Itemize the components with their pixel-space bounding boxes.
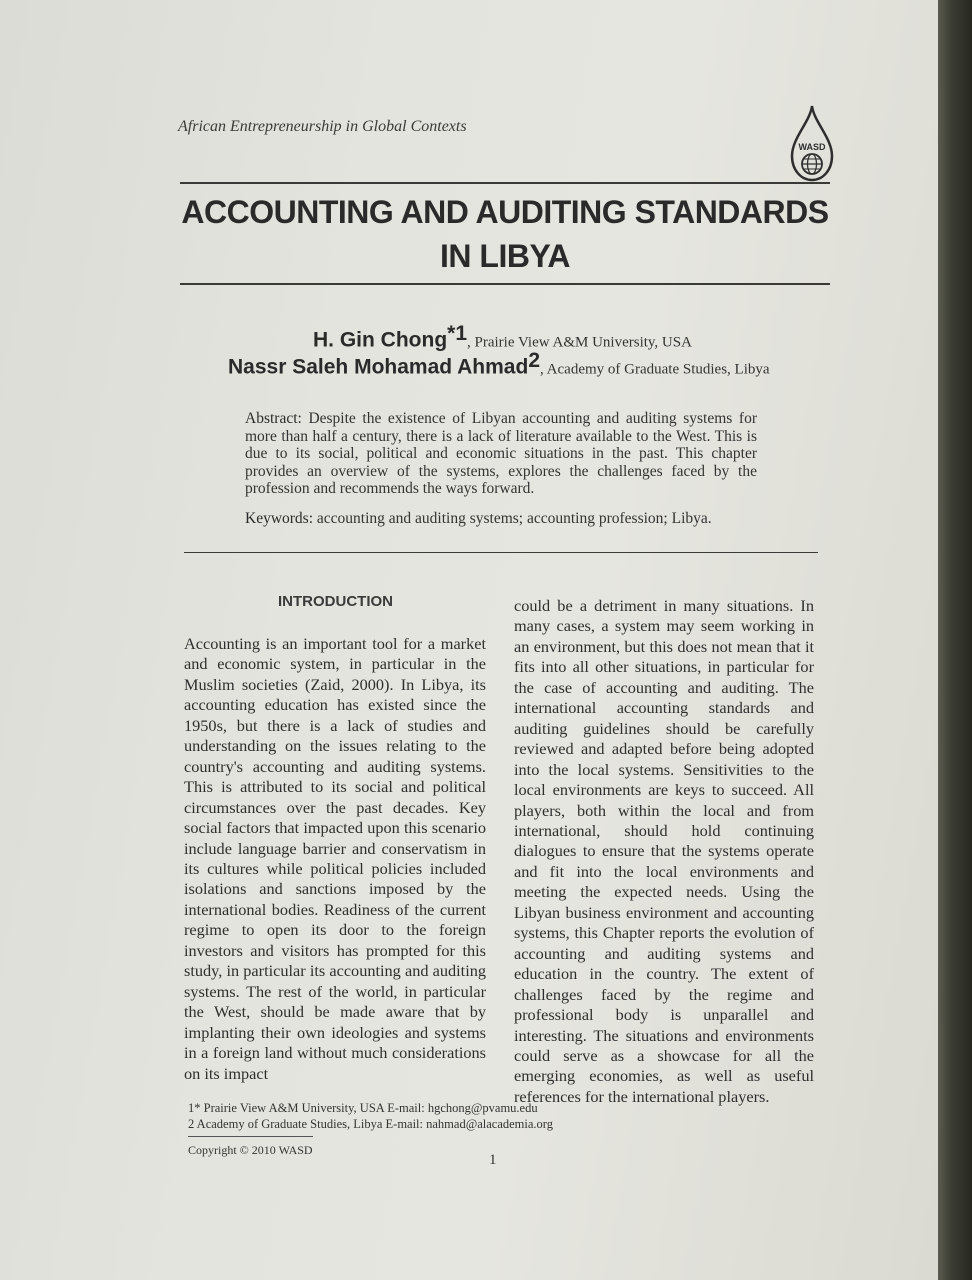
abstract [245, 410, 757, 498]
footnote-1: 1* Prairie View A&M University, USA E-mail: hgchong@pvamu.edu [188, 1101, 538, 1115]
author-2 [228, 349, 770, 379]
background-edge [938, 0, 972, 1280]
logo-text: WASD [798, 142, 826, 152]
footnote-rule [188, 1136, 313, 1137]
author-2-marks: 2 [528, 349, 540, 372]
author-1-marks: *1 [447, 322, 468, 345]
abstract-text: Despite the existence of Libyan accounting and auditing systems for more than half a century, there is a lack of literature available to the West. This is due to its social, political and economic situations in the past. This chapter provides an overview of the systems, explores the challenges faced by the profession and recommends the ways forward. [245, 410, 757, 497]
wasd-logo [788, 104, 836, 182]
top-rule [180, 182, 830, 184]
keywords [245, 510, 765, 528]
body-left-column: Accounting is an important tool for a market and economic system, in particular in the Muslim societies (Zaid, 2000). In Libya, its accounting education has existed since the 1950s, but there is a lack of studies and understanding on the issues relating to the country's accounting and auditing systems. This is attributed to its social and political circumstances over the past decades. Key social factors that impacted upon this scenario include language barrier and conservatism in its cultures while political policies included isolations and sanctions imposed by the international bodies. Readiness of the current regime to open its door to the foreign investors and visitors has prompted for this study, in particular its accounting and auditing systems. The rest of the world, in particular the West, should be made aware that by implanting their own ideologies and systems in a foreign land without much considerations on its impact [184, 634, 486, 1083]
body-right-column: could be a detriment in many situations. In many cases, a system may seem working in an environment, but this does not mean that it fits into all other situations, in particular for the case of accounting and auditing. The international accounting standards and auditing guidelines should be carefully reviewed and adapted before being adopted into the local systems. Sensitivities to the local environments are keys to succeed. All players, both within the local and from international, should hold continuing dialogues to ensure that the systems operate and fit into the local environments and meeting the expected needs. Using the Libyan business environment and accounting systems, this Chapter reports the evolution of accounting and auditing systems and education in the country. The extent of challenges faced by the regime and professional body is unparallel and interesting. The situations and environments could serve as a showcase for all the emerging economies, as well as useful references for the international players. [514, 596, 814, 1106]
author-2-name: Nassr Saleh Mohamad Ahmad [228, 355, 529, 379]
page-number: 1 [489, 1152, 497, 1168]
abstract-bottom-rule [184, 552, 818, 553]
keywords-text: accounting and auditing systems; accounting profession; Libya. [316, 510, 712, 527]
abstract-label: Abstract: [245, 410, 302, 427]
footnotes [188, 1100, 553, 1132]
title-line-1: ACCOUNTING AND AUDITING STANDARDS [181, 194, 829, 230]
running-head: African Entrepreneurship in Global Contexts [178, 118, 467, 135]
author-1-name: H. Gin Chong [313, 328, 448, 352]
author-1-affiliation: , Prairie View A&M University, USA [467, 334, 692, 351]
section-heading-introduction: INTRODUCTION [278, 593, 393, 610]
title-bottom-rule [180, 283, 830, 285]
author-2-affiliation: , Academy of Graduate Studies, Libya [540, 361, 770, 378]
title-line-2: IN LIBYA [440, 238, 570, 274]
author-1 [313, 322, 692, 352]
copyright: Copyright © 2010 WASD [188, 1143, 313, 1157]
chapter-title [180, 190, 830, 278]
keywords-label: Keywords: [245, 510, 314, 527]
footnote-2: 2 Academy of Graduate Studies, Libya E-mail: nahmad@alacademia.org [188, 1117, 553, 1131]
